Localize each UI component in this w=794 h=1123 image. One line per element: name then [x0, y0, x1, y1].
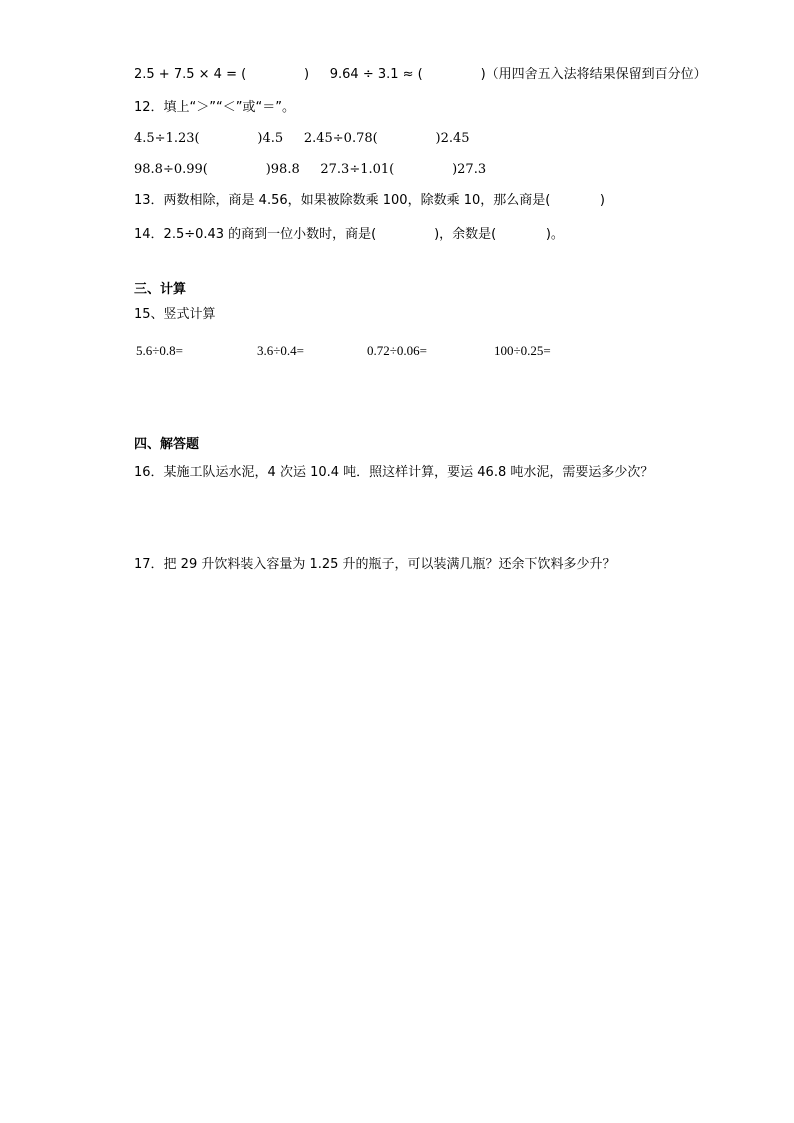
calc-item-3: 0.72÷0.06= — [367, 343, 427, 358]
question-14: 14．2.5÷0.43 的商到一位小数时，商是( )，余数是( )。 — [134, 227, 564, 242]
section-3-heading: 三、计算 — [134, 282, 187, 297]
question-12-row-1: 4.5÷1.23( )4.5 2.45÷0.78( )2.45 — [134, 131, 470, 146]
question-11-continued: 2.5 + 7.5 × 4 = ( ) 9.64 ÷ 3.1 ≈ ( )（用四舍五入法将结果保留到百分位） — [134, 67, 707, 82]
question-13: 13．两数相除，商是 4.56，如果被除数乘 100，除数乘 10，那么商是( ) — [134, 193, 605, 208]
question-16: 16．某施工队运水泥，4 次运 10.4 吨．照这样计算，要运 46.8 吨水泥，需要运多少次？ — [134, 465, 654, 480]
question-12-prompt: 12．填上“＞”“＜”或“＝”。 — [134, 100, 295, 115]
question-15-prompt: 15、竖式计算 — [134, 307, 216, 322]
calc-item-1: 5.6÷0.8= — [136, 343, 183, 358]
calc-item-2: 3.6÷0.4= — [257, 343, 304, 358]
section-4-heading: 四、解答题 — [134, 437, 200, 452]
question-12-row-2: 98.8÷0.99( )98.8 27.3÷1.01( )27.3 — [134, 162, 487, 177]
question-17: 17．把 29 升饮料装入容量为 1.25 升的瓶子，可以装满几瓶？还余下饮料多少升？ — [134, 557, 616, 572]
calc-item-4: 100÷0.25= — [494, 343, 551, 358]
